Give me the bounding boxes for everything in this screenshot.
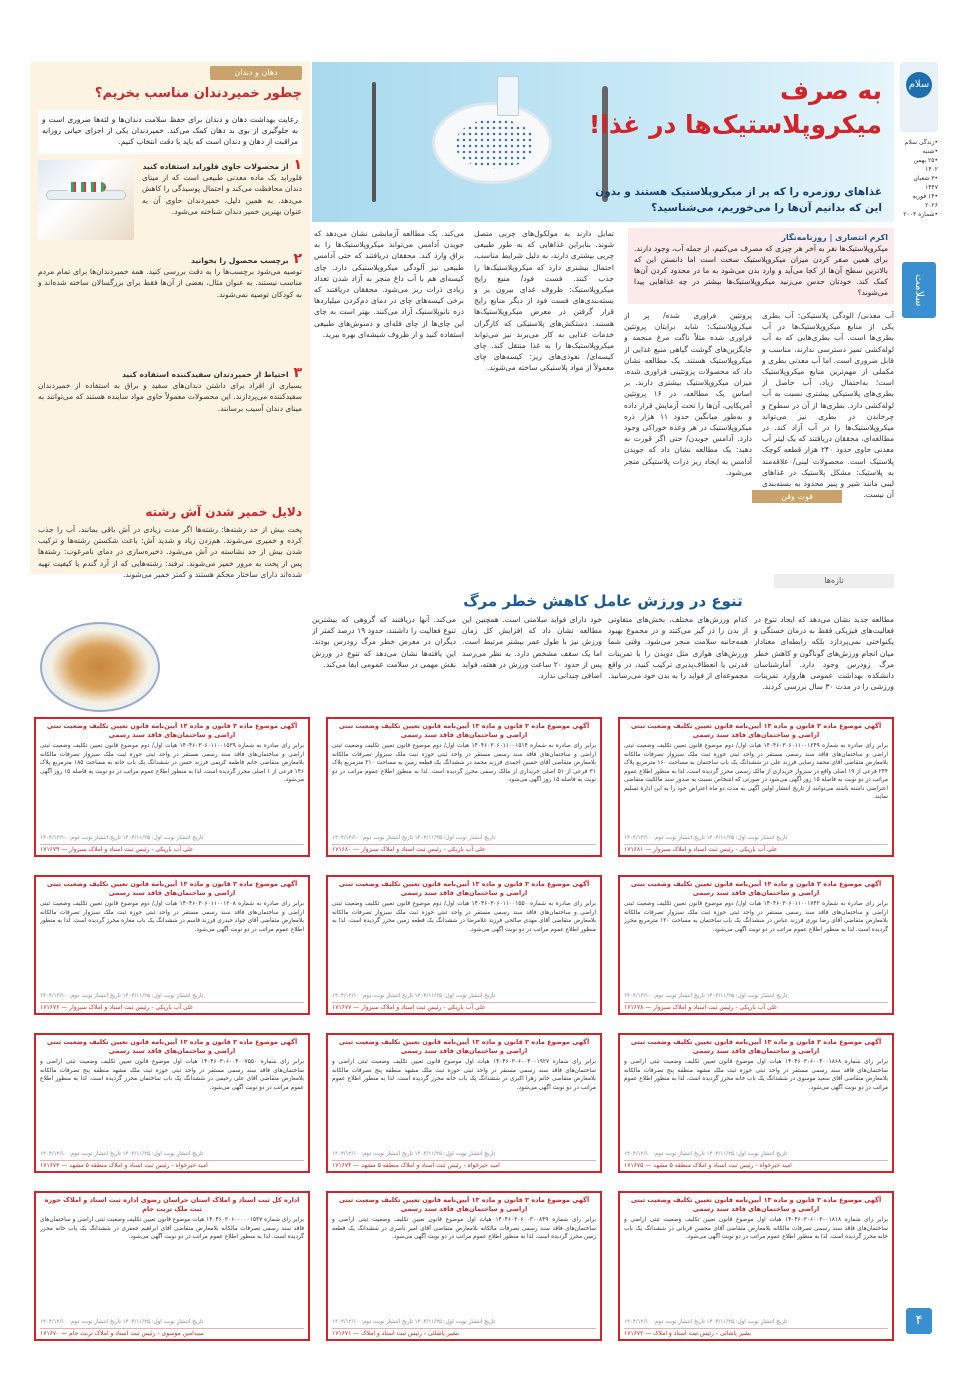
ad-dates: تاریخ انتشار نوبت اول: ۱۴۰۴/۱۱/۲۵ تاریخ انتشار نوبت دوم: ۱۴۰۴/۱۲/۱۰ [40, 1319, 204, 1325]
logo-mark: سلام [906, 72, 932, 98]
ad-dates: تاریخ انتشار نوبت اول: ۱۴۰۴/۱۱/۲۵ تاریخ انتشار نوبت دوم: ۱۴۰۴/۱۲/۱۰ [624, 835, 788, 841]
left-column [30, 62, 310, 574]
strip-column-3: خود دارای فواید سلامتی است. همچنین این مطالعه نشان داد که افزایش کل زمان ورزش نیز با طول عمر بیشتر مرتبط است. اما یک سقف مشخص دارد. به نظر می‌رسد پس از حدود ۲۰ ساعت ورزش در هفته، فواید اضافی چندانی ندارد. [462, 615, 602, 681]
dateline-item: •شنبه [922, 148, 938, 155]
ad-dates: تاریخ انتشار نوبت اول: ۱۴۰۴/۱۱/۲۵ تاریخ انتشار نوبت دوم: ۱۴۰۴/۱۲/۱۰ [332, 1319, 496, 1325]
newspaper-page [30, 62, 938, 1352]
ad-body: برابر رای صادره به شماره ۱۴۰۴۶۰۳۰۶۰۱۱۰۰۱۲۰۸ هیات اول/ دوم موضوع قانون تعیین تکلیف وضعیت ثبتی اراضی و ساختمان‌های فاقد سند رسمی مستقر در واحد ثبتی حوزه ثبت ملک سبزوار تصرفات مالکانه بلامعارض متقاضی آقای جواد حیدری فرزند قاسم در ششدانگ یک باب مغازه محرز گردیده است. لذا به منظور اطلاع عموم مراتب در دو نوبت آگهی می‌شود. [40, 901, 304, 933]
plate-icon [432, 102, 552, 184]
legal-ad [618, 875, 894, 1015]
left-lead: رعایت بهداشت دهان و دندان برای حفظ سلامت دندان‌ها و لثه‌ها ضروری است و به جلوگیری از بوی بد دهان کمک می‌کند. خمیردندان یکی از اجزای حیاتی روزانه مراقبت از دهان و دندان است که باید با دقت انتخاب کنیم. [38, 110, 302, 154]
tip-3-text: بسیاری از افراد برای داشتن دندان‌های سفید و براق به استفاده از خمیردندان سفیدکننده می‌پردازند. این محصولات معمولاً حاوی مواد ساینده هستند که می‌توانند به مینای دندان آسیب برسانند. [38, 381, 302, 413]
ad-code: ۱۷۱۶۷۸ [624, 1004, 644, 1011]
ad-signature: علی آب باریکی - رئیس ثبت اسناد و املاک سبزوار — ۱۷۱۶۷۸ [624, 1002, 888, 1011]
tip-1: ۱ از محصولات حاوی فلوراید استفاده کنید فلوراید یک ماده معدنی طبیعی است که از مینای دندان محافظت می‌کند و احتمال پوسیدگی را کاهش می‌دهد. به همین دلیل، خمیردندان حاوی آن به عنوان بهترین خمیر دندان شناخته می‌شود. [142, 160, 302, 216]
dateline-item: •۲۵ بهمن ۱۴۰۲ [913, 157, 938, 173]
ad-body: برابر رای صادره به شماره ۱۴۰۴۶۰۳۰۶۰۱۱۰۰۱۵۱۴ هیات اول/ دوم موضوع قانون تعیین تکلیف وضعیت ثبتی اراضی و ساختمان‌های فاقد سند رسمی مستقر در واحد ثبتی حوزه ثبت ملک سبزوار تصرفات مالکانه بلامعارض متقاضی آقای حسین احمدی فرزند محمد در ششدانگ یک قطعه زمین به مساحت ۲۱۰ مترمربع پلاک ۳۱ فرعی از ۵۱ اصلی خریداری از مالک رسمی محرز گردیده است. لذا به منظور اطلاع عموم مراتب در دو نوبت به فاصله ۱۵ روز آگهی می‌شود. [332, 743, 596, 783]
legal-ad [618, 717, 894, 857]
dateline-item: •شماره ۲۰۰۳ [903, 211, 938, 218]
ad-signature: علی آب باریکی - رئیس ثبت اسناد و املاک سبزوار — ۱۷۱۶۸۰ [332, 844, 596, 853]
legal-ad [326, 1033, 602, 1173]
tip-2-title: برچسب محصول را بخوانید [191, 256, 289, 265]
left-title: چطور خمیردندان مناسب بخریم؟ [94, 86, 302, 101]
ad-code: ۱۷۱۶۷۳ [40, 1162, 60, 1169]
ad-title: آگهی موضوع ماده ۳ قانون و ماده ۱۳ آیین‌نامه قانون تعیین تکلیف وضعیت ثبتی اراضی و ساختمان‌های فاقد سند رسمی [46, 880, 298, 897]
ad-body: برابر رای صادره به شماره ۱۴۰۴۶۰۳۰۶۰۱۱۰۰۱۷۴۲ هیات اول/ دوم موضوع قانون تعیین تکلیف وضعیت ثبتی اراضی و ساختمان‌های فاقد سند رسمی مستقر در واحد ثبتی حوزه ثبت ملک سبزوار تصرفات مالکانه بلامعارض متقاضی آقای رضا نوری فرزند عباس در ششدانگ یک باب ساختمان به مساحت ۱۲۰ مترمربع محرز گردیده است. لذا به منظور اطلاع عموم مراتب در دو نوبت آگهی می‌شود. [624, 901, 888, 933]
ad-signature: سیدامین موسوی - رئیس ثبت اسناد و املاک تربت جام — ۱۷۱۶۷۰ [40, 1328, 304, 1337]
subhead: غذاهای روزمره را که پر از میکروپلاستیک هستند و بدون این که بدانیم آن‌ها را می‌خوریم، می‌شناسید؟ [595, 186, 882, 214]
tip-3-title: احتیاط از خمیردندان سفیدکننده استفاده کنید [122, 370, 289, 379]
ad-code: ۱۷۱۶۸۰ [332, 846, 352, 853]
ad-body: برابر رای شماره ۱۴۰۴۶۰۳۰۶۰۰۳۰۰۱۸۱۸ هیات اول موضوع قانون تعیین تکلیف وضعیت ثبتی اراضی و ساختمان‌های فاقد سند رسمی تصرفات مالکانه بلامعارض متقاضی آقای محسن قربانی در ششدانگ یک باب خانه محرز گردیده است. لذا به منظور اطلاع عموم مراتب در دو نوبت آگهی می‌شود. [624, 1217, 888, 1240]
ad-body: برابر رای شماره ۱۴۰۴۶۰۳۰۶۰۰۴۰۰۷۵۵۰ هیات اول موضوع قانون تعیین تکلیف وضعیت ثبتی اراضی و ساختمان‌های فاقد سند رسمی مستقر در واحد ثبتی حوزه ثبت ملک مشهد منطقه پنج تصرفات مالکانه بلامعارض متقاضی آقای علی رحیمی در ششدانگ یک باب ساختمان محرز گردیده است. لذا به منظور اطلاع عموم مراتب در دو نوبت آگهی می‌شود. [40, 1059, 304, 1091]
dateline-item: •۳ شعبان ۱۴۴۷ [913, 175, 938, 191]
ad-signature: علی آب باریکی - رئیس ثبت اسناد و املاک سبزوار — ۱۷۱۶۸۱ [624, 844, 888, 853]
ad-body: برابر رای شماره ۱۴۰۴۶۰۳۰۶۰۰۰۰۰۱۵۳۷ هیات موضوع قانون تعیین تکلیف وضعیت ثبتی اراضی و ساختمان‌های فاقد سند رسمی تصرفات مالکانه بلامعارض متقاضی آقای ابراهیم جعفری در ششدانگ یک باب خانه محرز گردیده است. لذا به منظور اطلاع عموم مراتب در دو نوبت آگهی می‌شود. [40, 1217, 304, 1240]
legal-ads [30, 717, 894, 1347]
ad-code: ۱۷۱۶۷۱ [332, 1330, 352, 1337]
strip-column-1: مطالعه جدید نشان می‌دهد که ایجاد تنوع در فعالیت‌های فیزیکی فقط به درمان خستگی و یکنواختی نمی‌پردازد بلکه رابطه‌ای معنادار میان انجام ورزش‌های گوناگون و کاهش خطر مرگ زودرس وجود دارد. آمارشناسان دانشکده بهداشت عمومی هاروارد تمرینات ورزشی را در مدت ۳۰ سال بررسی کردند. [754, 615, 894, 692]
ad-body: برابر رای صادره به شماره ۱۴۰۴۶۰۳۰۶۰۱۱۰۰۱۵۳۹ هیات اول/ دوم موضوع قانون تعیین تکلیف وضعیت ثبتی اراضی و ساختمان‌های فاقد سند رسمی مستقر در واحد ثبتی حوزه ثبت ملک سبزوار تصرفات مالکانه بلامعارض متقاضی خانم فاطمه کریمی فرزند حسن در ششدانگ یک باب خانه به مساحت ۱۸۵ مترمربع پلاک ۱۴۶ فرعی از ۱ اصلی محرز گردیده است. لذا به منظور اطلاع عموم مراتب در دو نوبت به فاصله ۱۵ روز آگهی می‌شود. [40, 743, 304, 783]
ad-signature: امید خیرخواه - رئیس ثبت اسناد و املاک منطقه ۵ مشهد — ۱۷۱۶۷۵ [624, 1160, 888, 1169]
legal-ad [34, 875, 310, 1015]
food-tag: فوت وفن [752, 490, 842, 503]
legal-ad [618, 1033, 894, 1173]
article-column-4: می‌کند. یک مطالعه آزمایشی نشان می‌دهد که جویدن آدامس می‌تواند میکروپلاستیک‌ها را به بزاق وارد کند. محققان دریافتند که حتی آدامس طبیعی نیز آلودگی میکروپلاستیکی دارد. چای کیسه‌ای هم با آب داغ منجر به آزاد شدن تعداد زیادی ذرات ریز می‌شود. محققان دریافتند که برخی کیسه‌های چای در دمای دم‌کردن میلیاردها ذره نانوپلاستیک آزاد می‌کنند. بهتر است به جای این چای‌ها از چای فله‌ای و دمنوش‌های طبیعی استفاده کنید و از ظروف شیشه‌ای بهره ببرید. [314, 229, 464, 339]
ad-signature: بشیر پاشائی - رئیس ثبت اسناد و املاک — ۱۷۱۶۷۱ [332, 1328, 596, 1337]
headline: به صرف میکروپلاستیک‌ها در غذا! [588, 76, 882, 139]
ad-dates: تاریخ انتشار نوبت اول: ۱۴۰۴/۱۱/۲۵ تاریخ انتشار نوبت دوم: ۱۴۰۴/۱۲/۱۰ [624, 1151, 788, 1157]
legal-ad [34, 717, 310, 857]
legal-ad [326, 1191, 602, 1341]
ad-code: ۱۷۱۶۷۹ [40, 846, 60, 853]
ad-code: ۱۷۱۶۷۲ [624, 1330, 644, 1337]
ad-title: آگهی موضوع ماده ۳ قانون و ماده ۱۳ آیین‌نامه قانون تعیین تکلیف وضعیت ثبتی اراضی و ساختمان‌های فاقد سند رسمی [630, 1038, 882, 1055]
food-text: پخت بیش از حد رشته‌ها: رشته‌ها اگر مدت زیادی در آش باقی بمانند، آب را جذب کرده و خمیری می‌شوند. هم‌زدن زیاد و شدید آش: باعث شکستن رشته‌ها و ترکیب شدن بیش از حد نشاسته در آش می‌شود. ذخیره‌سازی در دمای نامرغوب: رشته‌ها پس از پخت به مرور خمیر می‌شوند. ترفند: رشته‌هایی که از آرد گندم یا کیفیت تهیه شده‌اند دارای ساختار محکم هستند و کمتر خمیر می‌شوند. [38, 525, 302, 579]
ad-body: برابر رای صادره به شماره ۱۴۰۴۶۰۳۰۶۰۱۱۰۰۱۲۴۹ هیات اول/ دوم موضوع قانون تعیین تکلیف وضعیت ثبتی اراضی و ساختمان‌های فاقد سند رسمی مستقر در واحد ثبتی حوزه ثبت ملک سبزوار تصرفات مالکانه بلامعارض متقاضی آقای محمد رضایی فرزند علی در ششدانگ یک باب ساختمان به مساحت ۱۶۰ مترمربع پلاک ۲۴۴ فرعی از ۱۹ اصلی واقع در سبزوار خریداری از مالک رسمی محرز گردیده است. لذا به منظور اطلاع عموم مراتب در دو نوبت به فاصله ۱۵ روز آگهی می‌شود در صورتی که اشخاص نسبت به صدور سند مالکیت متقاضی اعتراضی داشته باشند می‌توانند از تاریخ انتشار اولین آگهی به مدت دو ماه اعتراض خود را به این اداره تسلیم نمایند. [624, 743, 888, 800]
ad-title: آگهی موضوع ماده ۳ قانون و ماده ۱۳ آیین‌نامه قانون تعیین تکلیف وضعیت ثبتی اراضی و ساختمان‌های فاقد سند رسمی [46, 1038, 298, 1055]
ad-signature: علی آب باریکی - رئیس ثبت اسناد و املاک سبزوار — ۱۷۱۶۷۷ [332, 1002, 596, 1011]
ad-body: برابر رای شماره ۱۴۰۴۶۰۳۰۶۰۰۴۰۰۱۸۶۸ هیات اول موضوع قانون تعیین تکلیف وضعیت ثبتی اراضی و ساختمان‌های فاقد سند رسمی مستقر در واحد ثبتی حوزه ثبت ملک مشهد منطقه پنج تصرفات مالکانه بلامعارض متقاضی آقای سعید موسوی در ششدانگ یک باب خانه محرز گردیده است. لذا به منظور اطلاع عموم مراتب در دو نوبت آگهی می‌شود. [624, 1059, 888, 1091]
ad-signature: علی آب باریکی - رئیس ثبت اسناد و املاک سبزوار — ۱۷۱۶۷۶ [40, 1002, 304, 1011]
ad-body: برابر رای شماره ۱۴۰۴۶۰۳۰۶۰۰۳۰۰۸۴۹ هیات اول موضوع قانون تعیین تکلیف وضعیت ثبتی اراضی و ساختمان‌های فاقد سند رسمی تصرفات مالکانه بلامعارض متقاضی آقای امیر ناصری در ششدانگ یک قطعه زمین محرز گردیده است. لذا به منظور اطلاع عموم مراتب در دو نوبت آگهی می‌شود. [332, 1217, 596, 1240]
dateline-item: •۱۴ فوریه ۲۰۲۶ [912, 193, 938, 209]
ad-title: آگهی موضوع ماده ۳ قانون و ماده ۱۳ آیین‌نامه قانون تعیین تکلیف وضعیت ثبتی اراضی و ساختمان‌های فاقد سند رسمی [338, 1196, 590, 1213]
ad-body: برابر رای شماره ۱۴۰۴۶۰۳۰۶۰۰۴۰۰۱۹۲۷ هیات اول موضوع قانون تعیین تکلیف وضعیت ثبتی اراضی و ساختمان‌های فاقد سند رسمی مستقر در واحد ثبتی حوزه ثبت ملک مشهد منطقه پنج تصرفات مالکانه بلامعارض متقاضی خانم زهرا اکبری در ششدانگ یک باب خانه محرز گردیده است. لذا به منظور اطلاع عموم مراتب در دو نوبت آگهی می‌شود. [332, 1059, 596, 1091]
ad-body: برابر رای صادره به شماره ۱۴۰۴۶۰۳۰۶۰۱۱۰۰۱۵۵۰ هیات اول/ دوم موضوع قانون تعیین تکلیف وضعیت ثبتی اراضی و ساختمان‌های فاقد سند رسمی مستقر در واحد ثبتی حوزه ثبت ملک سبزوار تصرفات مالکانه بلامعارض متقاضی آقای مهدی صالحی فرزند غلامرضا در ششدانگ یک قطعه زمین محرز گردیده است. لذا به منظور اطلاع عموم مراتب در دو نوبت آگهی می‌شود. [332, 901, 596, 933]
ad-code: ۱۷۱۶۸۱ [624, 846, 644, 853]
toothpaste-icon [66, 182, 106, 192]
ad-code: ۱۷۱۶۷۷ [332, 1004, 352, 1011]
glass-icon [497, 76, 519, 116]
strip-title: تنوع در ورزش عامل کاهش خطر مرگ [463, 592, 743, 610]
tip-3: ۳ احتیاط از خمیردندان سفیدکننده استفاده کنید بسیاری از افراد برای داشتن دندان‌های سفید و براق به استفاده از خمیردندان سفیدکننده می‌پردازند. این محصولات معمولاً حاوی مواد ساینده هستند که می‌توانند به مینای دندان آسیب برسانند. [38, 368, 302, 413]
food-title: دلایل خمیر شدن آش رشته [145, 505, 302, 519]
ad-title: آگهی موضوع ماده ۳ قانون و ماده ۱۳ آیین‌نامه قانون تعیین تکلیف وضعیت ثبتی اراضی و ساختمان‌های فاقد سند رسمی [630, 880, 882, 897]
dateline-item: •زندگی سلام [904, 139, 938, 146]
ad-title: آگهی موضوع ماده ۳ قانون و ماده ۱۳ آیین‌نامه قانون تعیین تکلیف وضعیت ثبتی اراضی و ساختمان‌های فاقد سند رسمی [338, 1038, 590, 1055]
legal-ad [34, 1033, 310, 1173]
tip-2-text: توصیه می‌شود برچسب‌ها را به دقت بررسی کنید. همه خمیردندان‌ها برای تمام مردم مناسب نیستند. به عنوان مثال، بعضی از آن‌ها فقط برای بزرگسالان ساخته شده‌اند و به کودکان توصیه نمی‌شوند. [38, 267, 302, 299]
ad-dates: تاریخ انتشار نوبت اول: ۱۴۰۴/۱۱/۲۵ تاریخ انتشار نوبت دوم: ۱۴۰۴/۱۲/۱۰ [624, 1319, 788, 1325]
tip-1-text: فلوراید یک ماده معدنی طبیعی است که از مینای دندان محافظت می‌کند و احتمال پوسیدگی را کاهش می‌دهد. به همین دلیل، خمیردندان حاوی آن به عنوان بهترین خمیر دندان شناخته می‌شود. [142, 173, 302, 216]
lead-box [628, 228, 894, 304]
tip-1-title: از محصولات حاوی فلوراید استفاده کنید [142, 162, 289, 171]
ad-dates: تاریخ انتشار نوبت اول: ۱۴۰۴/۱۱/۲۵ تاریخ انتشار نوبت دوم: ۱۴۰۴/۱۲/۱۰ [332, 835, 496, 841]
ad-signature: علی آب باریکی - رئیس ثبت اسناد و املاک سبزوار — ۱۷۱۶۷۹ [40, 844, 304, 853]
right-rail [900, 62, 938, 1352]
ad-code: ۱۷۱۶۷۴ [332, 1162, 352, 1169]
ad-signature: امید خیرخواه - رئیس ثبت اسناد و املاک منطقه ۵ مشهد — ۱۷۱۶۷۳ [40, 1160, 304, 1169]
ad-signature: بشیر پاشائی - رئیس ثبت اسناد و املاک — ۱۷۱۶۷۲ [624, 1328, 888, 1337]
hero-image [312, 62, 894, 222]
ad-signature: امید خیرخواه - رئیس ثبت اسناد و املاک منطقه ۵ مشهد — ۱۷۱۶۷۴ [332, 1160, 596, 1169]
ad-dates: تاریخ انتشار نوبت اول: ۱۴۰۴/۱۱/۲۵ تاریخ انتشار نوبت دوم: ۱۴۰۴/۱۲/۱۰ [332, 993, 496, 999]
ad-dates: تاریخ انتشار نوبت اول: ۱۴۰۴/۱۱/۲۵ تاریخ انتشار نوبت دوم: ۱۴۰۴/۱۲/۱۰ [40, 835, 204, 841]
ad-code: ۱۷۱۶۷۰ [40, 1330, 60, 1337]
legal-ad [618, 1191, 894, 1341]
ad-dates: تاریخ انتشار نوبت اول: ۱۴۰۴/۱۱/۲۵ تاریخ انتشار نوبت دوم: ۱۴۰۴/۱۲/۱۰ [332, 1151, 496, 1157]
soup-bowl-image [40, 622, 160, 712]
tip-2: ۲ برچسب محصول را بخوانید توصیه می‌شود برچسب‌ها را به دقت بررسی کنید. همه خمیردندان‌ها برای تمام مردم مناسب نیستند. به عنوان مثال، بعضی از آن‌ها فقط برای بزرگسالان ساخته شده‌اند و به کودکان توصیه نمی‌شوند. [38, 254, 302, 299]
ad-title: اداره کل ثبت اسناد و املاک استان خراسان رضوی اداره ثبت اسناد و املاک حوزه ثبت ملک تربت جام [44, 1196, 300, 1213]
dateline [900, 138, 938, 219]
strip-column-4: می‌کند. آنها دریافتند که گروهی که بیشترین تنوع فعالیت را داشتند، حدود ۱۹ درصد کمتر از دیگران در معرض خطر مرگ زودرس بودند. این یافته‌ها نشان می‌دهد که تنوع در ورزش نقش مهمی در سلامت عمومی ایفا می‌کند. [312, 615, 456, 669]
byline: اکرم انتصاری | روزنامه‌نگار [781, 233, 888, 242]
toothbrush-image [38, 160, 134, 240]
article-column-2: پروتئین فراوری شده/ پر از میکروپلاستیک: شاید برایتان پروتئین فراوری شده مثلاً ناگت مرغ منجمد و جایگزین‌های گوشت گیاهی منبع غذایی از میکروپلاستیک هستند. یک مطالعه نشان داد که محصولات پروتئینی فراوری شده، میزان میکروپلاستیک بیشتری دارند. بر اساس یک مطالعه، در ۱۶ پروتئین آمریکایی، آن‌ها را تحت آزمایش قرار داده و به‌طور میانگین حدود ۱۱ هزار ذره میکروپلاستیک در هر وعده خوراکی وجود دارد. آدامس جویدن/ حتی اگر قورت نه دهید: یک مطالعه نشان داد که جویدن آدامس به ایجاد ریز ذرات پلاستیکی منجر می‌شود. [624, 311, 752, 477]
article-column-1: آب معدنی/ الودگی پلاستیکی: آب بطری یکی از منابع میکروپلاستیک‌ها در آب بطری‌ها است. آب بطری‌هایی که به آب لوله‌کشی تمیز دسترسی ندارند، مناسب و قابل ضروری است. اما آب معدنی بطری و مکملی از مهم‌ترین منابع میکروپلاستیک است؛ به‌احتمال زیاد، آب حاصل از بطری‌های پلاستیکی بیشتری نسبت به آب لوله‌کشی دارد. بطری‌ها از آن در سطوح و چرخاندن در بطری نیز می‌تواند میکروپلاستیک‌ها را در آب آزاد کند. در مطالعه‌ای، محققان دریافتند که یک لیتر آب معدنی حاوی حدود ۲۴۰ هزار قطعه کوچک پلاستیک است. محصولات لبنی/ علاقه‌مند به پلاستیک: مشکل پلاستیک در غذاهای لبنی مانند شیر و پنیر محدود به بسته‌بندی آن نیست. [762, 311, 894, 500]
section-tag: دهان و دندان [210, 66, 302, 80]
section-tab: سلامت [902, 262, 936, 318]
strip-tag: تازه‌ها [774, 574, 894, 588]
legal-ad [326, 717, 602, 857]
legal-ad [326, 875, 602, 1015]
page-number: ۴ [906, 1308, 932, 1334]
ad-title: آگهی موضوع ماده ۳ قانون و ماده ۱۳ آیین‌نامه قانون تعیین تکلیف وضعیت ثبتی اراضی و ساختمان‌های فاقد سند رسمی [338, 880, 590, 897]
ad-title: آگهی موضوع ماده ۳ قانون و ماده ۱۳ آیین‌نامه قانون تعیین تکلیف وضعیت ثبتی اراضی و ساختمان‌های فاقد سند رسمی [338, 722, 590, 739]
ad-dates: تاریخ انتشار نوبت اول: ۱۴۰۴/۱۱/۲۵ تاریخ انتشار نوبت دوم: ۱۴۰۴/۱۲/۱۰ [40, 1151, 204, 1157]
ad-dates: تاریخ انتشار نوبت اول: ۱۴۰۴/۱۱/۲۵ تاریخ انتشار نوبت دوم: ۱۴۰۴/۱۲/۱۰ [624, 993, 788, 999]
ad-title: آگهی موضوع ماده ۳ قانون و ماده ۱۳ آیین‌نامه قانون تعیین تکلیف وضعیت ثبتی اراضی و ساختمان‌های فاقد سند رسمی [630, 1196, 882, 1213]
ad-dates: تاریخ انتشار نوبت اول: ۱۴۰۴/۱۱/۲۵ تاریخ انتشار نوبت دوم: ۱۴۰۴/۱۲/۱۰ [40, 993, 204, 999]
ad-code: ۱۷۱۶۷۶ [40, 1004, 60, 1011]
legal-ad [34, 1191, 310, 1341]
masthead-logo [900, 62, 938, 132]
lead-text: میکروپلاستیک‌ها نفر به‌ آخر هر چیزی که مصرف می‌کنیم، از جمله آب، وجود دارند. برای همین صفر کردن میزان میکروپلاستیک سخت است اما دانستن این که بالاترین سطح آن‌ها از کجا می‌آید و وارد بدن می‌شود به ما در محدود کردن آن‌ها کمک کند. خودتان حدس می‌زنید میکروپلاستیک‌ها بیشتر در چه غذاهایی پیدا می‌شوند؟ [634, 244, 888, 297]
strip-column-2: کدام ورزش‌های مختلف، بخش‌های متفاوتی از بدن را در گیر می‌کنند و در مجموع بهبود همه‌جانبه سلامت منجر می‌شود. وقتی شما ورزش‌های هوازی مثل دویدن را با تمرینات قدرتی یا انعطاف‌پذیری ترکیب کنید، در واقع مجموعه‌ای از فواید را به بدن خود می‌رسانید. [608, 615, 748, 681]
ad-code: ۱۷۱۶۷۵ [624, 1162, 644, 1169]
fork-icon [372, 82, 376, 202]
ad-title: آگهی موضوع ماده ۳ قانون و ماده ۱۳ آیین‌نامه قانون تعیین تکلیف وضعیت ثبتی اراضی و ساختمان‌های فاقد سند رسمی [46, 722, 298, 739]
article-column-3: تمایل دارند به مولکول‌های چربی متصل شوند. بنابراین غذاهایی که به طور طبیعی چربی بیشتری دارند، به دلیل شرایط مناسب، احتمال بیشتری دارد که میکروپلاستیک‌ها را جذب کنند. فست فود/ منبع رایج میکروپلاستیک: ظروف غذای بیرون بر و بسته‌بندی‌های فست فود از دیگر منابع رایج قرار گرفتن در معرض میکروپلاستیک‌ها هستند. دستکش‌های پلاستیکی که کارگران خدمات غذایی به کار می‌برند نیز می‌تواند میکروپلاستیک‌ها را به غذا منتقل کند. چای کیسه‌ای/ نفوذی‌های ریز: کیسه‌های چای معمولاً از مواد پلاستیکی ساخته می‌شوند. [474, 229, 614, 373]
ad-title: آگهی موضوع ماده ۳ قانون و ماده ۱۳ آیین‌نامه قانون تعیین تکلیف وضعیت ثبتی اراضی و ساختمان‌های فاقد سند رسمی [630, 722, 882, 739]
